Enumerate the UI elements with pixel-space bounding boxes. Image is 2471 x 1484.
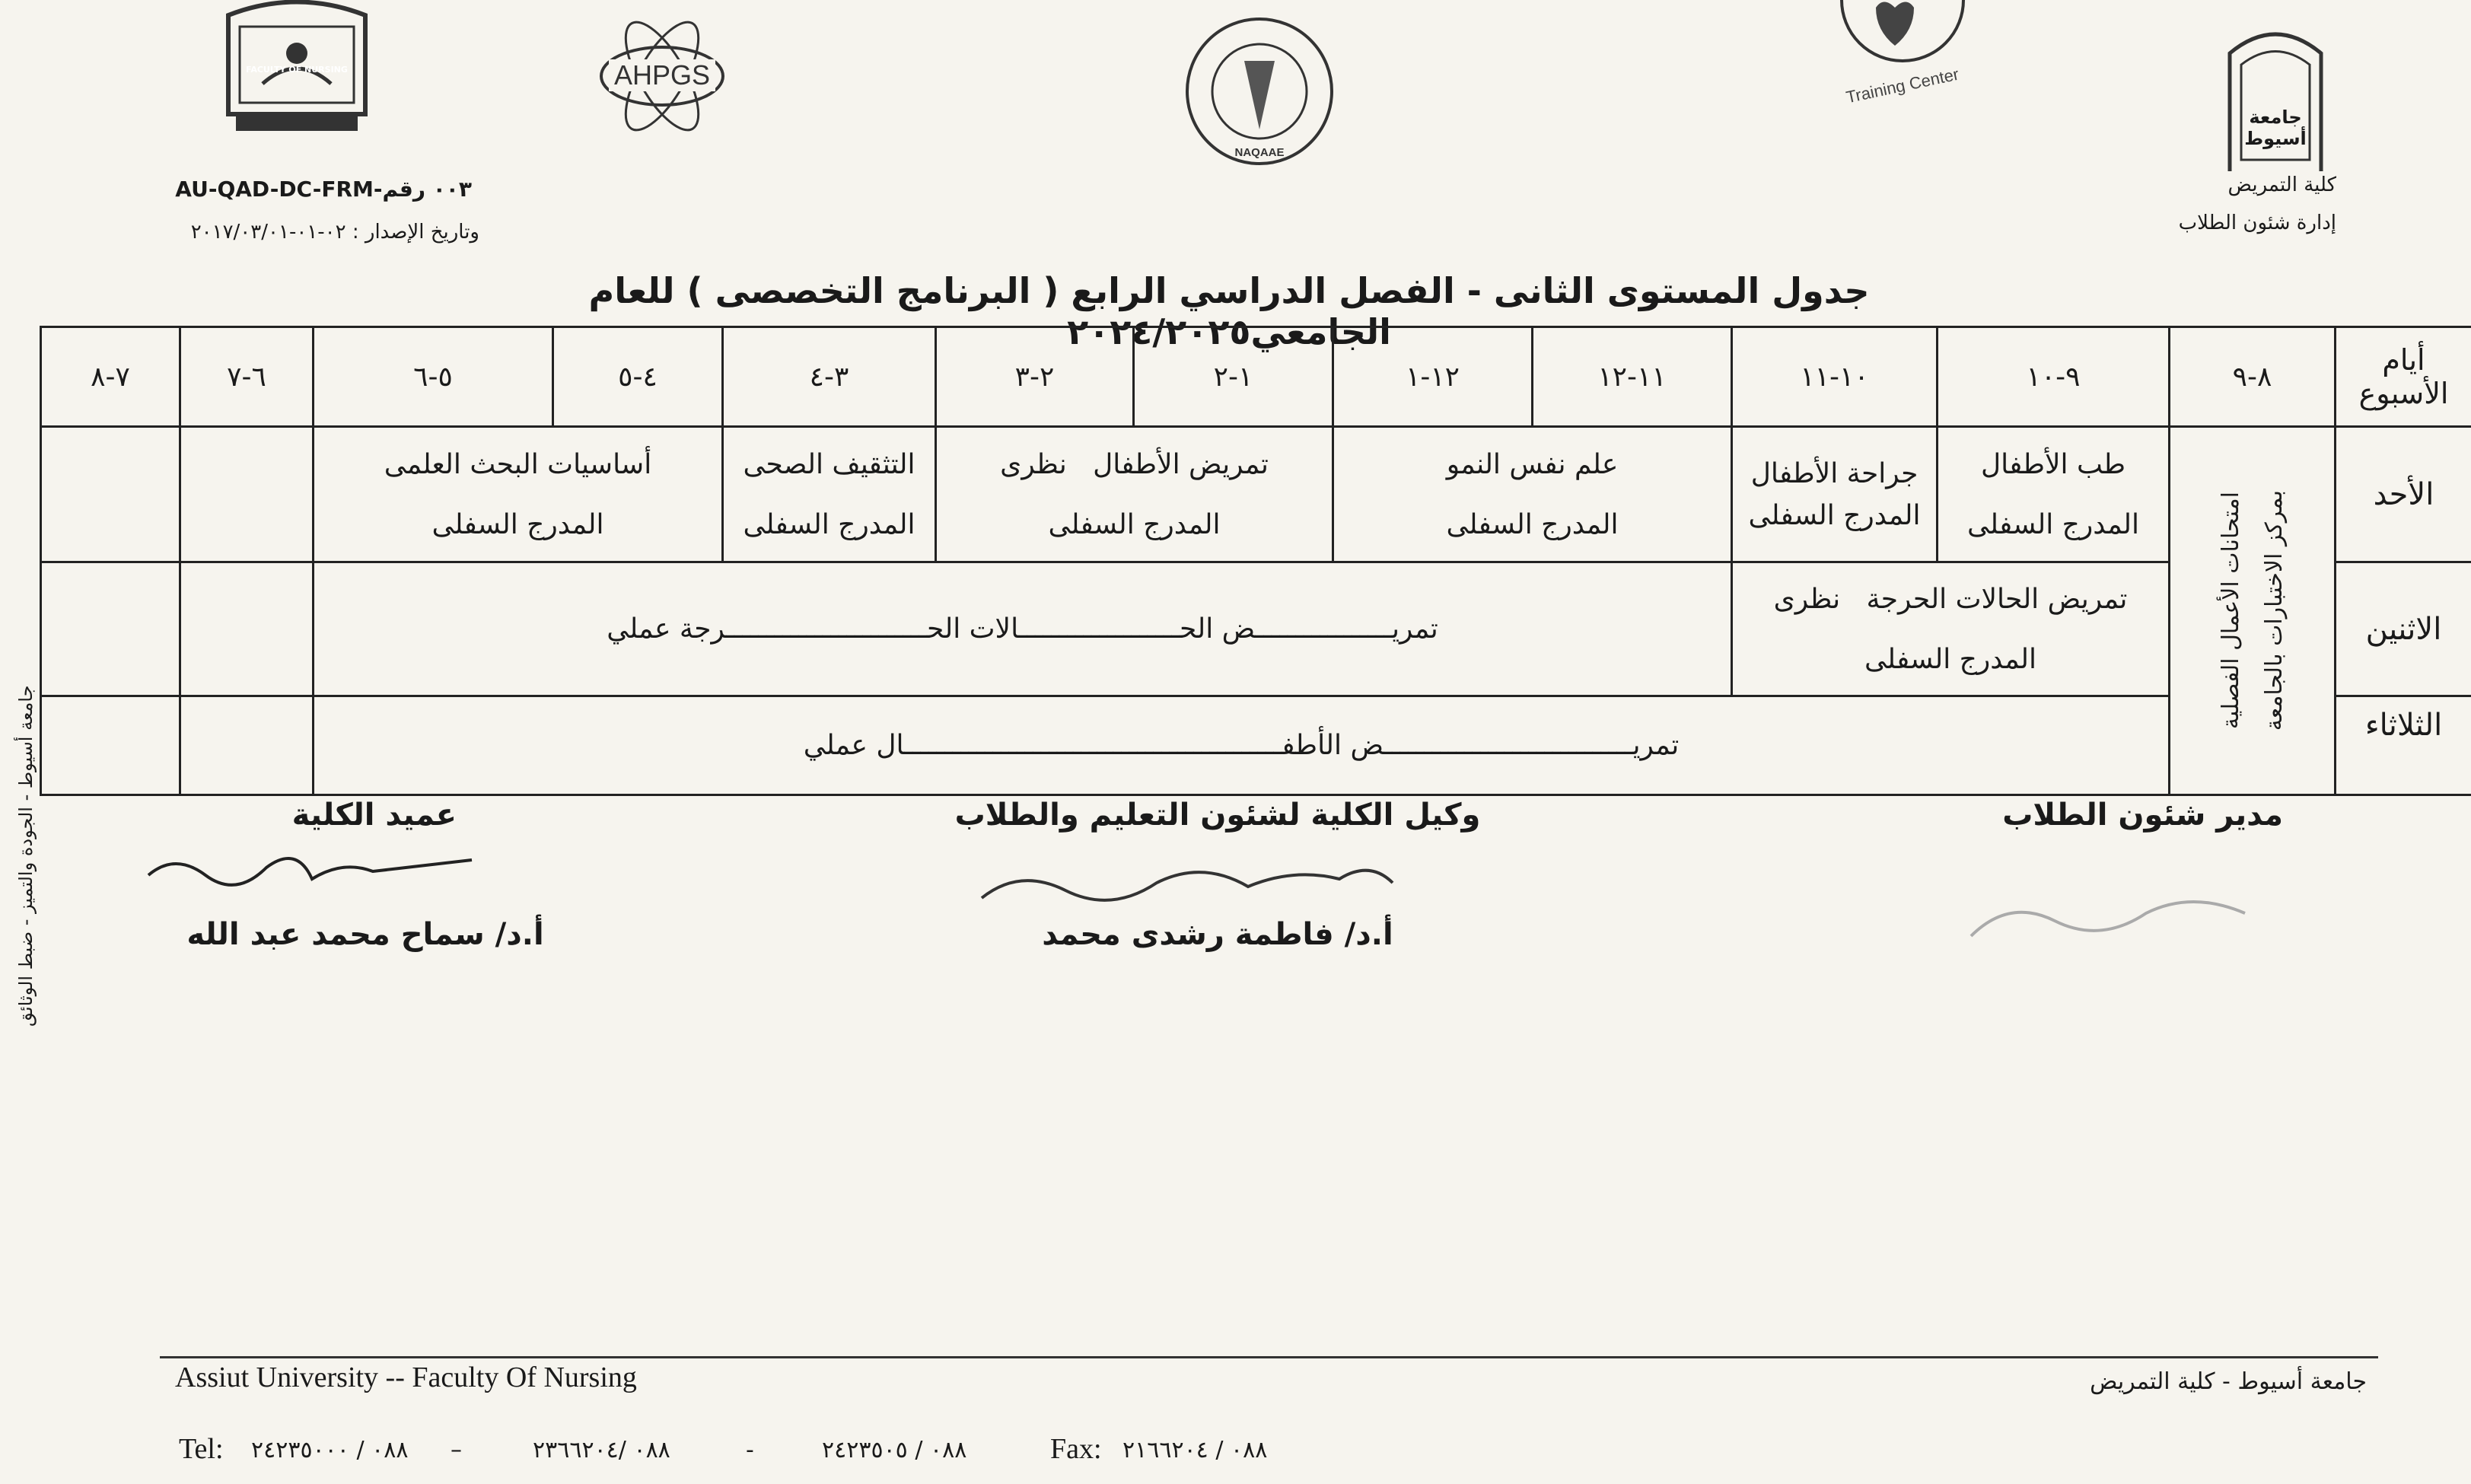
- assiut-university-logo: [2218, 23, 2332, 175]
- fax-number: ٠٨٨ / ٢١٦٦٢٠٤: [1122, 1437, 1268, 1463]
- footer-university: Assiut University -- Faculty Of Nursing: [175, 1361, 637, 1393]
- course-name: تمريض الحالات الحرجة نظرى: [1773, 583, 2128, 615]
- slot-7-8: ٧-٨: [41, 327, 180, 427]
- tel-separator-2: -: [746, 1437, 754, 1463]
- footer-arabic: جامعة أسيوط - كلية التمريض: [2090, 1368, 2367, 1395]
- class-cell-span: [314, 696, 2170, 795]
- course-name: طب الأطفال: [1981, 448, 2126, 480]
- issue-date: وتاريخ الإصدار : ٠٢-٠١-٢٠١٧/٠٣/٠١: [190, 221, 479, 244]
- class-cell: [936, 427, 1333, 562]
- department-label: إدارة شئون الطلاب: [2178, 212, 2336, 234]
- course-name: علم نفس النمو: [1446, 448, 1619, 480]
- header-row: [41, 327, 2471, 427]
- slot-11-12: ١١-١٢: [1533, 327, 1732, 427]
- schedule-table: [40, 326, 2471, 796]
- class-cell: [314, 427, 723, 562]
- tel-label: Tel:: [179, 1433, 224, 1465]
- slot-10-11: ١٠-١١: [1732, 327, 1938, 427]
- course-name: تمريـــــــــــــــــض الحــــــــــــــــــــالات الحـــــــــــــــــــــــــرجة عملي: [607, 613, 1438, 645]
- exams-note-line1: امتحانات الأعمال الفصلية: [2217, 492, 2244, 730]
- empty-cell: [41, 562, 180, 696]
- slot-12-1: ١٢-١: [1333, 327, 1533, 427]
- slot-8-9: ٨-٩: [2170, 327, 2336, 427]
- empty-cell: [180, 696, 314, 795]
- faculty-label: كلية التمريض: [2227, 174, 2336, 196]
- form-code: AU-QAD-DC-FRM-٠٠٣ رقم: [175, 177, 472, 202]
- vice-dean-name: أ.د/ فاطمة رشدى محمد: [1042, 917, 1393, 952]
- room-name: المدرج السفلى: [1748, 499, 1921, 531]
- dean-name: أ.د/ سماح محمد عبد الله: [186, 917, 544, 952]
- room-name: المدرج السفلى: [1864, 643, 2036, 675]
- empty-cell: [180, 427, 314, 562]
- empty-cell: [180, 562, 314, 696]
- slot-1-2: ١-٢: [1134, 327, 1333, 427]
- class-cell: [1732, 427, 1938, 562]
- class-cell: [723, 427, 936, 562]
- tel-separator-1: –: [451, 1437, 462, 1463]
- slot-2-3: ٢-٣: [936, 327, 1134, 427]
- slot-6-7: ٦-٧: [180, 327, 314, 427]
- room-name: المدرج السفلى: [1967, 508, 2139, 540]
- room-name: المدرج السفلى: [431, 508, 604, 540]
- day-tuesday: الثلاثاء: [2336, 696, 2471, 795]
- slot-9-10: ٩-١٠: [1938, 327, 2170, 427]
- students-affairs-signature: [1963, 868, 2253, 951]
- slot-4-5: ٤-٥: [553, 327, 723, 427]
- slot-3-4: ٣-٤: [723, 327, 936, 427]
- monday-row: [41, 562, 2471, 696]
- side-note: جامعة أسيوط - الجودة والتميز - ضبط الوثائق: [15, 685, 37, 1027]
- ahpgs-logo-text: AHPGS: [609, 59, 715, 91]
- class-cell: [1333, 427, 1732, 562]
- exams-note-cell: [2170, 427, 2336, 795]
- tel-number-1: ٠٨٨ / ٢٤٢٣٥٠٠٠: [251, 1437, 409, 1463]
- empty-cell: [41, 696, 180, 795]
- days-header: أيام الأسبوع: [2336, 327, 2471, 427]
- vice-dean-title: وكيل الكلية لشئون التعليم والطلاب: [954, 798, 1481, 833]
- course-name: أساسيات البحث العلمى: [384, 448, 652, 480]
- room-name: المدرج السفلى: [1048, 508, 1221, 540]
- aha-text: Training Center: [1844, 64, 1961, 107]
- slot-5-6: ٥-٦: [314, 327, 553, 427]
- course-name: تمريض الأطفال نظرى: [1000, 448, 1269, 480]
- day-sunday: الأحد: [2336, 427, 2471, 562]
- tuesday-row: [41, 696, 2471, 795]
- vice-dean-signature: [974, 845, 1400, 913]
- class-cell: [1732, 562, 2170, 696]
- exams-note-line2: بمركز الاختبارات بالجامعة: [2260, 490, 2288, 731]
- fax-label: Fax:: [1050, 1433, 1102, 1465]
- naqaae-text: NAQAAE: [1234, 146, 1285, 159]
- course-name: تمريـــــــــــــــــــــــــــــــض الأطفـــــــــــــــــــــــــــــــــــــــــــــــال عملي: [803, 730, 1680, 761]
- sunday-row: [41, 427, 2471, 562]
- students-affairs-title: مدير شئون الطلاب: [2002, 798, 2283, 833]
- tel-number-3: ٠٨٨ / ٢٤٢٣٥٠٥: [822, 1437, 967, 1463]
- assiut-logo-text: جامعة أسيوط: [2244, 107, 2307, 149]
- dean-title: عميد الكلية: [291, 798, 457, 833]
- dean-signature: [145, 837, 479, 898]
- course-name: التثقيف الصحى: [743, 448, 915, 480]
- tel-number-2: ٠٨٨ /٢٣٦٦٢٠٤: [533, 1437, 670, 1463]
- nursing-seal-caption: FACULTY OF NURSING: [246, 65, 348, 75]
- document-title: جدول المستوى الثانى - الفصل الدراسي الرابع ( البرنامج التخصصى ) للعام الجامعي٢٠٢٤/٢٠٢٥: [588, 270, 1870, 352]
- class-cell-span: [314, 562, 1732, 696]
- course-name: جراحة الأطفال: [1750, 457, 1919, 489]
- room-name: المدرج السفلى: [743, 508, 915, 540]
- naqaae-seal: [1176, 15, 1343, 167]
- room-name: المدرج السفلى: [1446, 508, 1619, 540]
- footer-divider: [160, 1356, 2378, 1358]
- class-cell: [1938, 427, 2170, 562]
- empty-cell: [41, 427, 180, 562]
- day-monday: الاثنين: [2336, 562, 2471, 696]
